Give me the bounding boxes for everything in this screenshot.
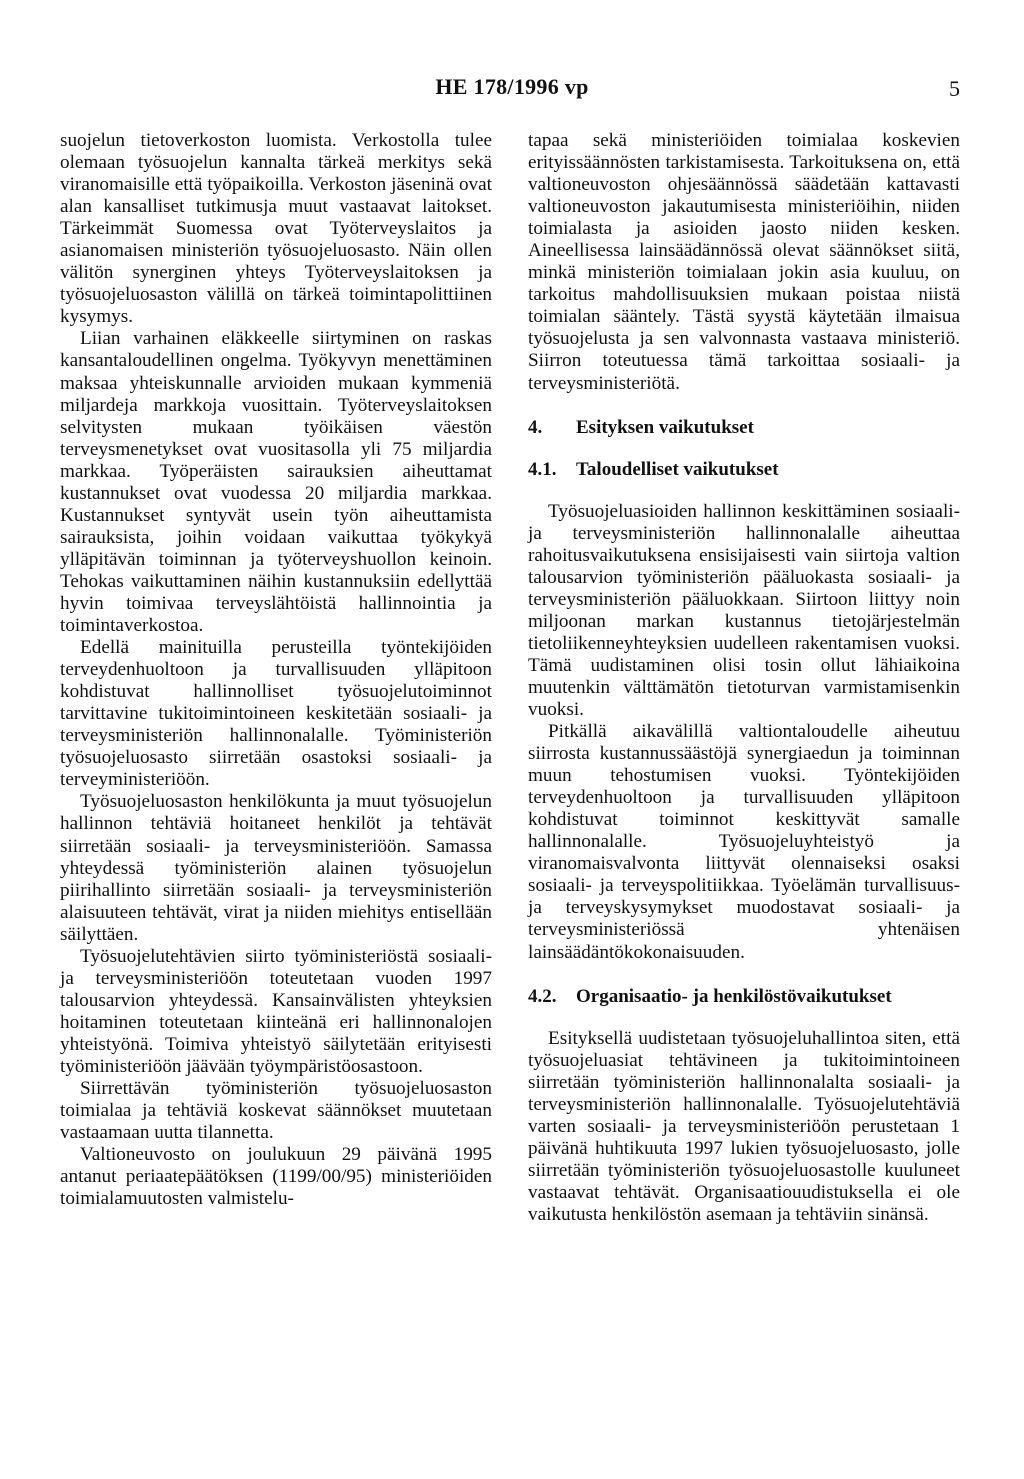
right-column	[528, 130, 960, 1226]
paragraph: Esityksellä uudistetaan työsuojeluhallintoa siten, että työsuojeluasiat tehtävineen ja tukitoimintoineen siirretään työministeriön hallinnonalalta sosiaali- ja terveysministeriön hallinnonalalle. Työsuojelutehtäviä varten sosiaali- ja terveysministeriöön perustetaan 1 päivänä huhtikuuta 1997 lukien työsuojeluosasto, jolle siirretään työministeriön työsuojeluosastolle kuuluneet vastaavat tehtävät. Organisaatiouudistuksella ei ole vaikutusta henkilöstön asemaan ja tehtäviin sinänsä.	[528, 1027, 960, 1225]
page-header	[0, 74, 1024, 104]
section-number: 4.2.	[528, 985, 557, 1007]
paragraph-continuation: tapaa sekä ministeriöiden toimialaa koskevien erityissäännösten tarkistamisesta. Tarkoituksena on, että valtioneuvoston ohjesäännössä säädetään kattavasti valtioneuvoston jakautumisesta ministeriöihin, niiden toimialasta ja asioiden jaosto niiden kesken. Aineellisessa lainsäädännössä olevat säännökset siitä, minkä ministeriön toimialaan jokin asia kuuluu, on tarkoitus mahdollisuuksien mukaan poistaa niistä toimialan sääntely. Tästä syystä käytetään ilmaisua työsuojelusta ja sen valvonnasta vastaava ministeriö. Siirron toteutuessa tämä tarkoittaa sosiaali- ja terveysministeriötä.	[528, 130, 960, 394]
paragraph: Liian varhainen eläkkeelle siirtyminen on raskas kansantaloudellinen ongelma. Työkyvyn menettäminen maksaa yhteiskunnalle arvioiden mukaan kymmeniä miljardeja markkoja vuosittain. Työterveyslaitoksen selvitysten mukaan työikäisen väestön terveysmenetykset ovat vuositasolla yli 75 miljardia markkaa. Työperäisten sairauksien aiheuttamat kustannukset ovat vuodessa 20 miljardia markkaa. Kustannukset syntyvät usein työn aiheuttamista sairauksista, joihin voidaan vaikuttaa työkykyä ylläpitävän toiminnan ja työterveyshuollon keinoin. Tehokas vaikuttaminen näihin kustannuksiin edellyttää hyvin toimivaa terveyslähtöistä hallinnointia ja toimintaverkostoa.	[60, 328, 492, 637]
paragraph: suojelun tietoverkoston luomista. Verkostolla tulee olemaan työsuojelun kannalta tärkeä merkitys sekä viranomaisille että työpaikoilla. Verkoston jäseninä ovat alan kansalliset tutkimusja muut vastaavat laitokset. Tärkeimmät Suomessa ovat Työterveyslaitos ja asianomaisen ministeriön työsuojeluosasto. Näin ollen välitön synerginen yhteys Työterveyslaitoksen ja työsuojeluosaston välillä on tärkeä toimintapolittiinen kysymys.	[60, 130, 492, 328]
paragraph: Siirrettävän työministeriön työsuojeluosaston toimialaa ja tehtäviä koskevat säännökset muutetaan vastaamaan uutta tilannetta.	[60, 1078, 492, 1144]
section-number: 4.	[528, 416, 543, 438]
section-heading-4-1	[528, 459, 960, 481]
section-title: Taloudelliset vaikutukset	[576, 458, 779, 480]
paragraph: Edellä mainituilla perusteilla työntekijöiden terveydenhuoltoon ja turvallisuuden ylläpitoon kohdistuvat hallinnolliset työsuojelutoiminnot tarvittavine tukitoimintoineen keskitetään sosiaali- ja terveysministeriön hallinnonalalle. Työministeriön työsuojeluosasto siirretään osastoksi sosiaali- ja terveyministeriöön.	[60, 637, 492, 791]
section-title: Esityksen vaikutukset	[576, 416, 754, 438]
paragraph: Pitkällä aikavälillä valtiontaloudelle aiheutuu siirrosta kustannussäästöjä synergiaedun ja toiminnan muun tehostumisen vuoksi. Työntekijöiden terveydenhuoltoon ja turvallisuuden ylläpitoon kohdistuvat toiminnot keskittyvät samalle hallinnonalalle. Työsuojeluyhteistyö ja viranomaisvalvonta liittyvät olennaiseksi osaksi sosiaali- ja terveyspolitiikkaa. Työelämän turvallisuus- ja terveyskysymykset muodostavat sosiaali- ja terveysministeriössä yhtenäisen lainsäädäntökokonaisuuden.	[528, 721, 960, 963]
paragraph: Valtioneuvosto on joulukuun 29 päivänä 1995 antanut periaatepäätöksen (1199/00/95) ministeriöiden toimialamuutosten valmistelu-	[60, 1144, 492, 1210]
section-title: Organisaatio- ja henkilöstövaikutukset	[576, 985, 892, 1007]
paragraph: Työsuojelutehtävien siirto työministeriöstä sosiaali- ja terveysministeriöön toteutetaan vuoden 1997 talousarvion yhteydessä. Kansainvälisten yhteyksien hoitaminen toteutetaan kiinteänä eri hallinnonalojen yhteistyönä. Toimiva yhteistyö säilytetään erityisesti työministeriöön jäävään työympäristöosastoon.	[60, 945, 492, 1077]
section-heading-4	[528, 417, 960, 439]
left-column	[60, 130, 492, 1210]
section-heading-4-2	[528, 986, 960, 1008]
paragraph: Työsuojeluasioiden hallinnon keskittäminen sosiaali- ja terveysministeriön hallinnonalalle aiheuttaa rahoitusvaikutuksena ensisijaisesti vain siirtoja valtion talousarvion työministeriön pääluokasta sosiaali- ja terveysministeriön pääluokkaan. Siirtoon liittyy noin miljoonan markan kustannus tietojärjestelmän tietoliikenneyhteyksien uudelleen rakentamisen vuoksi. Tämä uudistaminen olisi tosin ollut lähiaikoina muutenkin välttämätön tietoturvan varmistamisenkin vuoksi.	[528, 500, 960, 720]
page-number: 5	[949, 76, 960, 101]
section-number: 4.1.	[528, 458, 557, 480]
document-id: HE 178/1996 vp	[435, 74, 589, 99]
paragraph: Työsuojeluosaston henkilökunta ja muut työsuojelun hallinnon tehtäviä hoitaneet henkilöt ja tehtävät siirretään sosiaali- ja terveysministeriöön. Samassa yhteydessä työministeriön alainen työsuojelun piirihallinto siirretään sosiaali- ja terveysministeriön alaisuuteen tehtävät, virat ja niiden miehitys entisellään säilyttäen.	[60, 791, 492, 945]
